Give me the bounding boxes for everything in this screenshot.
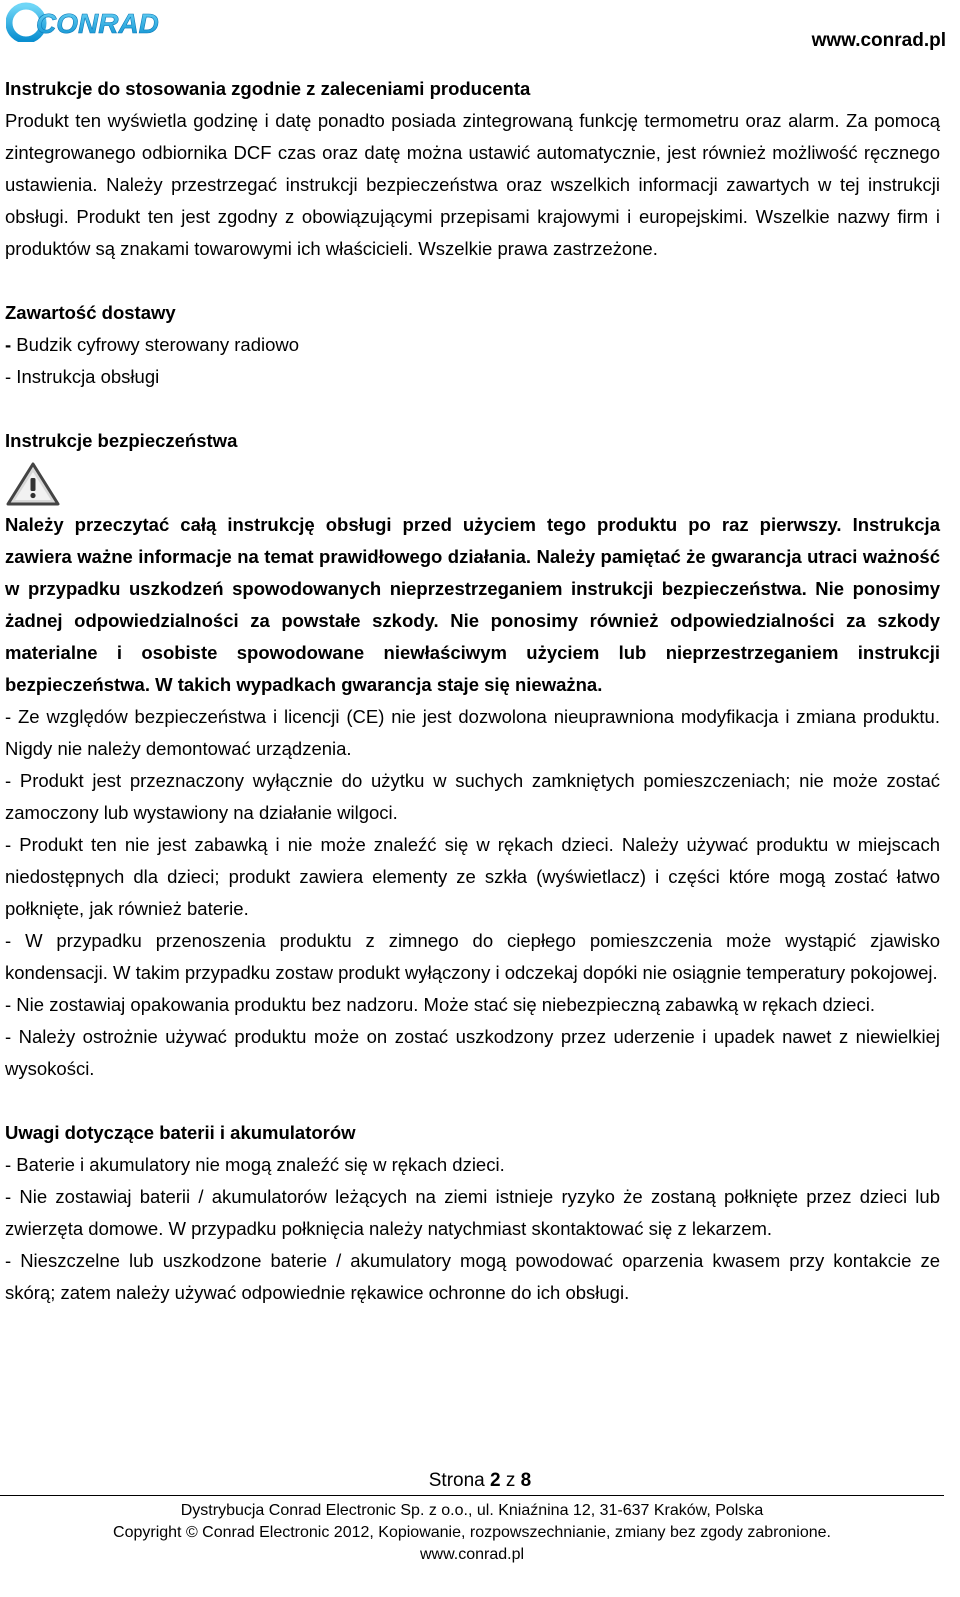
page-separator: z xyxy=(500,1470,521,1491)
page-number xyxy=(0,1468,960,1494)
logo-text: CONRAD xyxy=(36,8,159,39)
delivery-item xyxy=(5,329,940,361)
site-url: www.conrad.pl xyxy=(811,30,946,51)
safety-item: - W przypadku przenoszenia produktu z zimnego do ciepłego pomieszczenia może wystąpić zjawisko kondensacji. W takim przypadku zostaw produkt wyłączony i odczekaj dopóki nie osiągnie temperatury pokojowej. xyxy=(5,930,940,983)
footer-divider xyxy=(0,1495,944,1496)
page-footer xyxy=(0,1468,960,1494)
safety-item: - Produkt jest przeznaczony wyłącznie do użytku w suchych zamkniętych pomieszczeniach; nie może zostać zamoczony lub wystawiony na działanie wilgoci. xyxy=(5,770,940,823)
battery-title: Uwagi dotyczące baterii i akumulatorów xyxy=(5,1122,356,1143)
delivery-item-dash: - xyxy=(5,334,12,355)
conrad-logo xyxy=(6,2,161,42)
battery-item: - Nie zostawiaj baterii / akumulatorów leżących na ziemi istnieje ryzyko że zostaną połknięte przez dzieci lub zwierzęta domowe. W przypadku połknięcia należy natychmiast skontaktować się z lekarzem. xyxy=(5,1186,940,1239)
safety-item: - Nie zostawiaj opakowania produktu bez nadzoru. Może stać się niebezpieczną zabawką w rękach dzieci. xyxy=(5,994,875,1015)
warning-triangle-icon xyxy=(5,461,61,507)
delivery-item: - Instrukcja obsługi xyxy=(5,366,160,387)
safety-item: - Należy ostrożnie używać produktu może on zostać uszkodzony przez uderzenie i upadek nawet z niewielkiej wysokości. xyxy=(5,1026,940,1079)
document-body xyxy=(5,73,940,1309)
footer-info xyxy=(0,1500,944,1566)
safety-item: - Produkt ten nie jest zabawką i nie może znaleźć się w rękach dzieci. Należy używać produktu w miejscach niedostępnych dla dzieci; produkt zawiera elementy ze szkła (wyświetlacz) i części które mogą zostać łatwo połknięte, jak również baterie. xyxy=(5,834,940,919)
battery-item: - Nieszczelne lub uszkodzone baterie / akumulatory mogą powodować oparzenia kwasem przy kontakcie ze skórą; zatem należy używać odpowiednie rękawice ochronne do ich obsługi. xyxy=(5,1250,940,1303)
battery-item: - Baterie i akumulatory nie mogą znaleźć się w rękach dzieci. xyxy=(5,1154,505,1175)
intro-paragraph: Produkt ten wyświetla godzinę i datę ponadto posiada zintegrowaną funkcję termometru oraz alarm. Za pomocą zintegrowanego odbiornika DCF czas oraz datę można ustawić automatycznie, jest również możliwość ręcznego ustawienia. Należy przestrzegać instrukcji bezpieczeństwa oraz wszelkich informacji zawartych w tej instrukcji obsługi. Produkt ten jest zgodny z obowiązującymi przepisami krajowymi i europejskimi. Wszelkie nazwy firm i produktów są znakami towarowymi ich właścicieli. Wszelkie prawa zastrzeżone. xyxy=(5,110,940,259)
page-header xyxy=(0,0,960,70)
intro-title: Instrukcje do stosowania zgodnie z zaleceniami producenta xyxy=(5,78,531,99)
footer-copyright: Copyright © Conrad Electronic 2012, Kopiowanie, rozpowszechnianie, zmiany bez zgody zabronione. xyxy=(113,1524,831,1541)
page-current: 2 xyxy=(490,1470,501,1491)
safety-item: - Ze względów bezpieczeństwa i licencji (CE) nie jest dozwolona nieuprawniona modyfikacja i zmiana produktu. Nigdy nie należy demontować urządzenia. xyxy=(5,706,940,759)
footer-distribution: Dystrybucja Conrad Electronic Sp. z o.o., ul. Kniaźnina 12, 31-637 Kraków, Polska xyxy=(180,1502,764,1519)
footer-url: www.conrad.pl xyxy=(419,1546,525,1563)
page-total: 8 xyxy=(520,1470,532,1491)
safety-title: Instrukcje bezpieczeństwa xyxy=(5,430,238,451)
delivery-item-text: Budzik cyfrowy sterowany radiowo xyxy=(11,334,300,355)
delivery-title: Zawartość dostawy xyxy=(5,302,176,323)
page-prefix: Strona xyxy=(428,1470,491,1491)
safety-warning-paragraph: Należy przeczytać całą instrukcję obsługi przed użyciem tego produktu po raz pierwszy. Instrukcja zawiera ważne informacje na temat prawidłowego działania. Należy pamiętać że gwarancja utraci ważność w przypadku uszkodzeń spowodowanych nieprzestrzeganiem instrukcji bezpieczeństwa. Nie ponosimy żadnej odpowiedzialności za powstałe szkody. Nie ponosimy również odpowiedzialności za szkody materialne i osobiste spowodowane niewłaściwym użyciem lub nieprzestrzeganiem instrukcji bezpieczeństwa. W takich wypadkach gwarancja staje się nieważna. xyxy=(5,514,940,695)
